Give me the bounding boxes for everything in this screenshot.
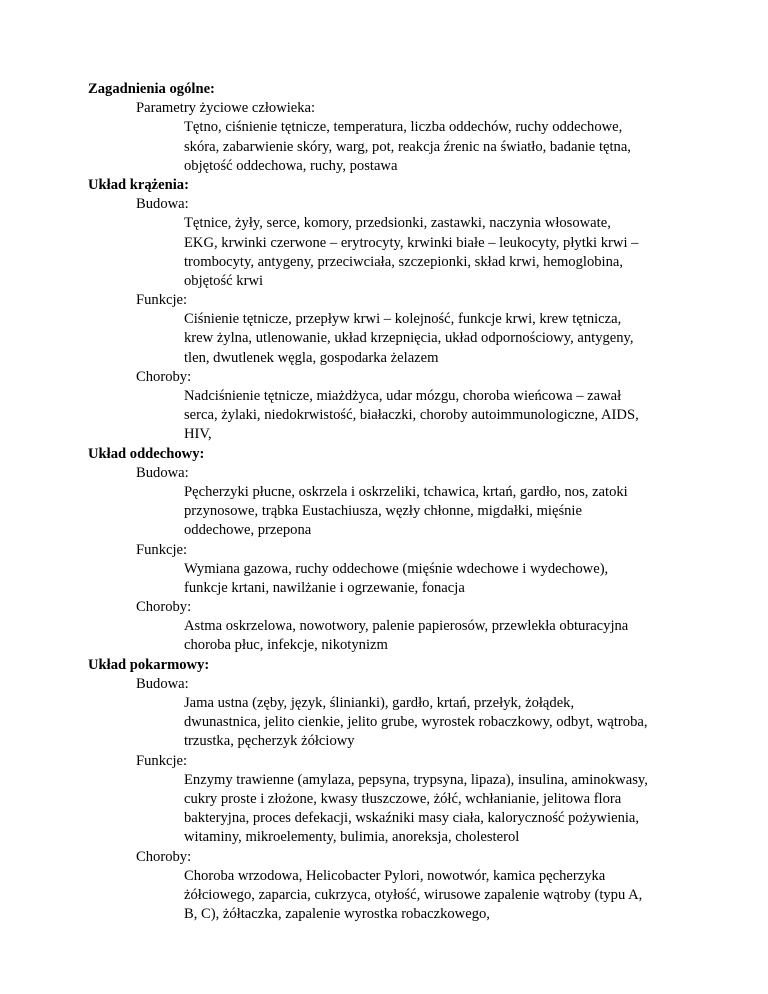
body-text-line: Ciśnienie tętnicze, przepływ krwi – kolejność, funkcje krwi, krew tętnicza, [184, 311, 622, 328]
subsection-label: Choroby: [136, 848, 192, 865]
subsection [0, 99, 768, 176]
body-text-line: Pęcherzyki płucne, oskrzela i oskrzeliki, tchawica, krtań, gardło, nos, zatoki [184, 483, 628, 500]
section [0, 176, 768, 445]
subsection-label: Choroby: [136, 368, 192, 385]
body-text-line: przynosowe, trąbka Eustachiusza, węzły chłonne, migdałki, mięśnie [184, 503, 582, 520]
subsection-label: Funkcje: [136, 541, 188, 558]
body-text-line: tlen, dwutlenek węgla, gospodarka żelazem [184, 349, 439, 366]
section-heading: Zagadnienia ogólne: [88, 81, 215, 97]
subsection-label: Budowa: [136, 464, 189, 481]
body-text-line: Jama ustna (zęby, język, ślinianki), gardło, krtań, przełyk, żołądek, [184, 695, 575, 711]
body-text-line: HIV, [184, 426, 212, 443]
body-text-line: krew żylna, utlenowanie, układ krzepnięcia, układ odpornościowy, antygeny, [184, 330, 634, 347]
body-text-line: objętość krwi [184, 272, 264, 289]
body-text-line: Wymiana gazowa, ruchy oddechowe (mięśnie wdechowe i wydechowe), [184, 560, 609, 577]
section-heading: Układ krążenia: [88, 176, 189, 193]
section [0, 656, 768, 925]
section-heading: Układ pokarmowy: [88, 656, 210, 673]
body-text-line: oddechowe, przepona [184, 522, 312, 539]
body-text-line: żółciowego, zaparcia, cukrzyca, otyłość, wirusowe zapalenie wątroby (typu A, [184, 886, 643, 903]
subsection-label: Choroby: [136, 599, 192, 616]
subsection [0, 464, 768, 541]
body-text-line: bakteryjna, proces defekacji, wskaźniki masy ciała, kaloryczność pożywienia, [184, 810, 640, 827]
subsection-label: Budowa: [136, 675, 189, 692]
subsection-label: Funkcje: [136, 752, 188, 769]
subsection [0, 195, 768, 291]
body-text-line: Tętnice, żyły, serce, komory, przedsionki, zastawki, naczynia włosowate, [184, 215, 611, 232]
subsection [0, 291, 768, 368]
subsection [0, 368, 768, 445]
body-text-line: cukry proste i złożone, kwasy tłuszczowe, żółć, wchłanianie, jelitowa flora [184, 790, 622, 807]
subsection-label: Funkcje: [136, 292, 188, 309]
body-text-line: trzustka, pęcherzyk żółciowy [184, 733, 355, 750]
subsection-label: Parametry życiowe człowieka: [136, 100, 316, 117]
body-text-line: EKG, krwinki czerwone – erytrocyty, krwinki białe – leukocyty, płytki krwi – [184, 234, 639, 251]
section [0, 445, 768, 656]
body-text-line: serca, żylaki, niedokrwistość, białaczki, choroby autoimmunologiczne, AIDS, [184, 407, 639, 424]
section-heading: Układ oddechowy: [88, 445, 205, 462]
body-text-line: B, C), żółtaczka, zapalenie wyrostka robaczkowego, [184, 906, 490, 923]
subsection [0, 752, 768, 848]
subsection [0, 598, 768, 656]
body-text-line: skóra, zabarwienie skóry, warg, pot, reakcja źrenic na światło, badanie tętna, [184, 138, 631, 155]
body-text-line: Tętno, ciśnienie tętnicze, temperatura, liczba oddechów, ruchy oddechowe, [184, 119, 623, 136]
body-text-line: Astma oskrzelowa, nowotwory, palenie papierosów, przewlekła obturacyjna [184, 618, 629, 635]
body-text-line: witaminy, mikroelementy, bulimia, anoreksja, cholesterol [184, 829, 520, 846]
body-text-line: choroba płuc, infekcje, nikotynizm [184, 637, 388, 654]
document-page [0, 80, 768, 924]
body-text-line: Choroba wrzodowa, Helicobacter Pylori, nowotwór, kamica pęcherzyka [184, 867, 606, 884]
subsection [0, 675, 768, 752]
body-text-line: funkcje krtani, nawilżanie i ogrzewanie, fonacja [184, 579, 465, 596]
section [0, 80, 768, 176]
subsection-label: Budowa: [136, 196, 189, 213]
body-text-line: dwunastnica, jelito cienkie, jelito grube, wyrostek robaczkowy, odbyt, wątroba, [184, 714, 648, 731]
body-text-line: trombocyty, antygeny, przeciwciała, szczepionki, skład krwi, hemoglobina, [184, 253, 624, 270]
body-text-line: Enzymy trawienne (amylaza, pepsyna, trypsyna, lipaza), insulina, aminokwasy, [184, 771, 648, 788]
body-text-line: objętość oddechowa, ruchy, postawa [184, 157, 398, 174]
subsection [0, 848, 768, 925]
body-text-line: Nadciśnienie tętnicze, miażdżyca, udar mózgu, choroba wieńcowa – zawał [184, 388, 622, 404]
subsection [0, 541, 768, 599]
